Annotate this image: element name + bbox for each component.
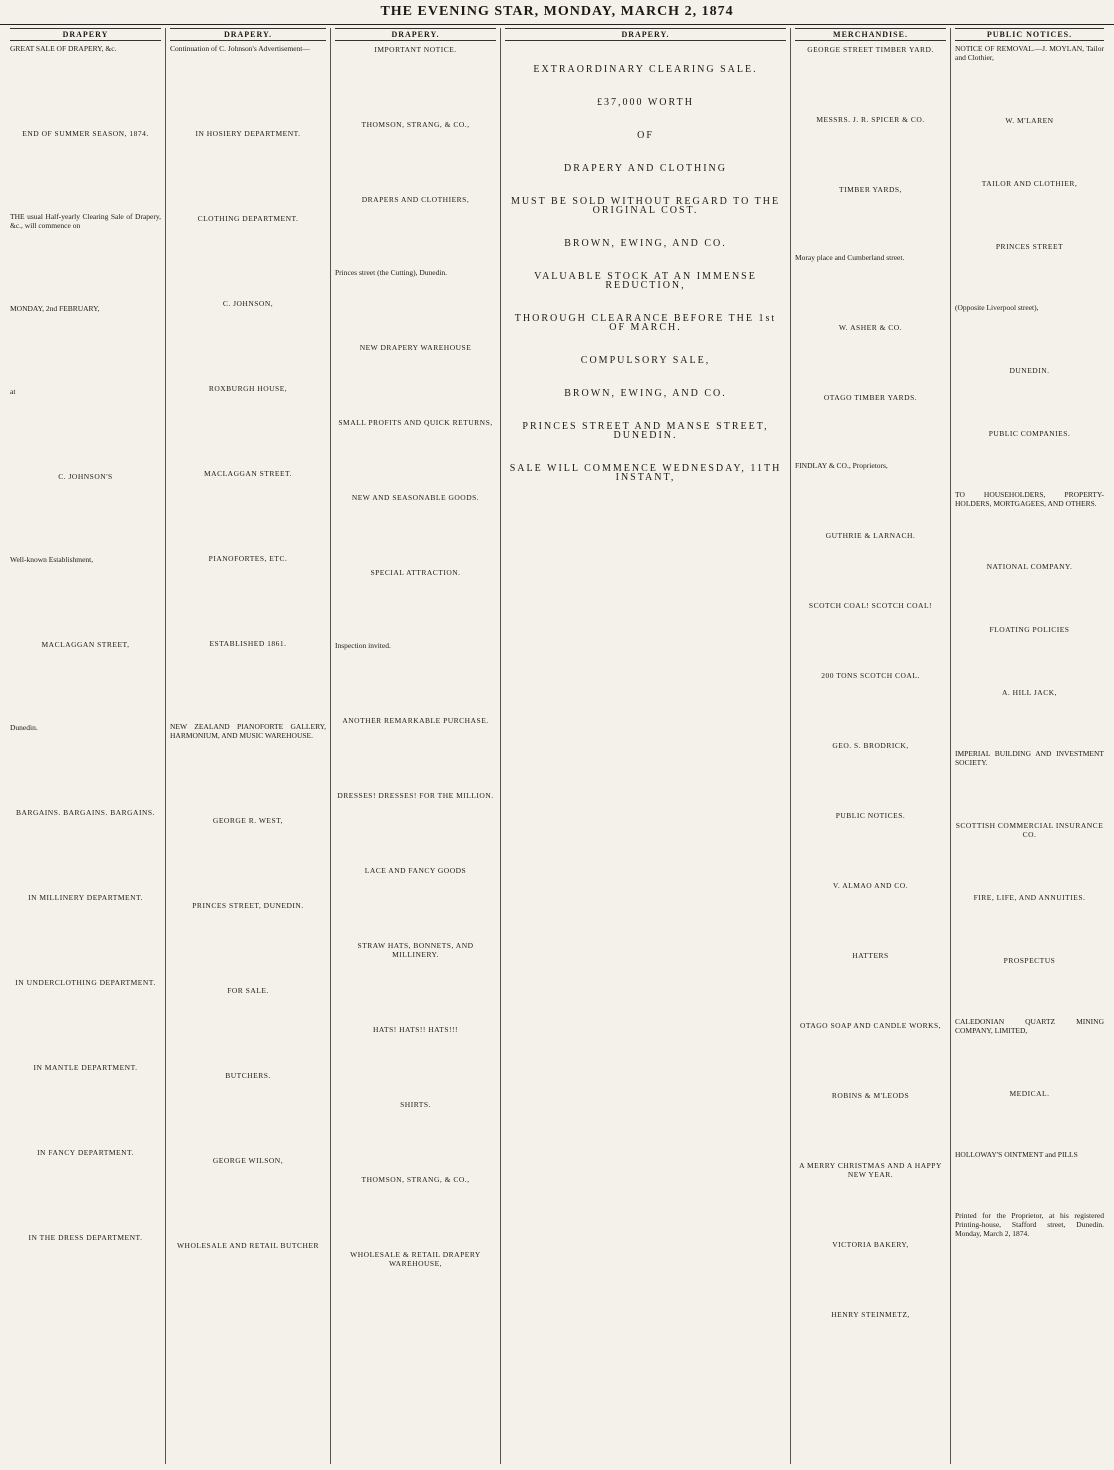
column-text: PUBLIC COMPANIES. [988, 429, 1071, 438]
column-heading: DRAPERY. [505, 28, 786, 41]
column-drapery-3 [331, 28, 501, 1464]
column-text: W. ASHER & CO. [838, 323, 903, 332]
column-heading: DRAPERY. [170, 28, 326, 41]
column-text: WHOLESALE & RETAIL DRAPERY WAREHOUSE, [350, 1250, 481, 1268]
column-text: NEW DRAPERY WAREHOUSE [359, 343, 472, 352]
column-text: FLOATING POLICIES [989, 625, 1070, 634]
column-text: OTAGO TIMBER YARDS. [823, 393, 918, 402]
column-text: COMPULSORY SALE, [580, 355, 711, 366]
column-heading: MERCHANDISE. [795, 28, 946, 41]
column-text: NEW ZEALAND PIANOFORTE GALLERY, HARMONIUM, AND MUSIC WAREHOUSE. [170, 722, 326, 740]
column-text: Well-known Establishment, [10, 555, 94, 564]
column-text: MACLAGGAN STREET. [204, 469, 292, 478]
column-text: SCOTCH COAL! SCOTCH COAL! [808, 601, 933, 610]
column-text: THE usual Half-yearly Clearing Sale of Drapery, &c., will commence on [10, 212, 161, 230]
column-text: IMPERIAL BUILDING AND INVESTMENT SOCIETY. [955, 749, 1104, 767]
column-text: THOMSON, STRANG, & CO., [361, 120, 470, 129]
column-text: PRINCES STREET, DUNEDIN. [192, 901, 304, 910]
column-text: CALEDONIAN QUARTZ MINING COMPANY, LIMITED, [955, 1017, 1104, 1035]
column-text: FIRE, LIFE, AND ANNUITIES. [973, 893, 1086, 902]
column-text: SALE WILL COMMENCE WEDNESDAY, 11TH INSTANT, [509, 463, 782, 483]
column-drapery-2 [166, 28, 331, 1464]
column-text: LACE AND FANCY GOODS [364, 866, 467, 875]
column-merchandise [791, 28, 951, 1464]
column-text: £37,000 WORTH [597, 97, 694, 108]
column-text: Inspection invited. [335, 641, 391, 650]
masthead: THE EVENING STAR, MONDAY, MARCH 2, 1874 [0, 0, 1114, 25]
column-text: BUTCHERS. [225, 1071, 271, 1080]
column-text: IN MILLINERY DEPARTMENT. [28, 893, 143, 902]
column-heading: DRAPERY [10, 28, 161, 41]
column-text: C. JOHNSON, [222, 299, 274, 308]
column-text: IN FANCY DEPARTMENT. [37, 1148, 134, 1157]
column-drapery-1 [6, 28, 166, 1464]
column-text: STRAW HATS, BONNETS, AND MILLINERY. [357, 941, 474, 959]
column-text: GUTHRIE & LARNACH. [825, 531, 916, 540]
column-text: NATIONAL COMPANY. [986, 562, 1073, 571]
column-text: MACLAGGAN STREET, [41, 640, 130, 649]
column-text: A. HILL JACK, [1002, 688, 1057, 697]
column-text: GEORGE WILSON, [212, 1156, 284, 1165]
column-text: PROSPECTUS [1003, 956, 1056, 965]
column-text: NEW AND SEASONABLE GOODS. [351, 493, 480, 502]
column-text: DRESSES! DRESSES! FOR THE MILLION. [337, 791, 494, 800]
column-drapery-wide [501, 28, 791, 1464]
column-text: TAILOR AND CLOTHIER, [981, 179, 1078, 188]
column-text: IN HOSIERY DEPARTMENT. [195, 129, 301, 138]
column-text: MONDAY, 2nd FEBRUARY, [10, 304, 100, 313]
column-text: 200 TONS SCOTCH COAL. [821, 671, 920, 680]
column-text: NOTICE OF REMOVAL.—J. MOYLAN, Tailor and Clothier, [955, 44, 1104, 62]
column-text: WHOLESALE AND RETAIL BUTCHER [176, 1241, 320, 1250]
column-text: BROWN, EWING, AND CO. [564, 388, 727, 399]
column-text: Dunedin. [10, 723, 38, 732]
column-text: IMPORTANT NOTICE. [374, 45, 457, 54]
column-text: IN MANTLE DEPARTMENT. [33, 1063, 138, 1072]
column-text: C. JOHNSON'S [58, 472, 113, 481]
column-text: V. ALMAO AND CO. [832, 881, 909, 890]
column-text: SCOTTISH COMMERCIAL INSURANCE CO. [955, 821, 1104, 839]
column-text: MEDICAL. [1009, 1089, 1050, 1098]
column-text: IN THE DRESS DEPARTMENT. [28, 1233, 143, 1242]
column-text: Continuation of C. Johnson's Advertisement— [170, 44, 310, 53]
column-text: MESSRS. J. R. SPICER & CO. [816, 115, 925, 124]
column-text: THOROUGH CLEARANCE BEFORE THE 1st OF MARCH. [514, 313, 777, 333]
column-text: OF [637, 130, 654, 141]
column-text: GREAT SALE OF DRAPERY, &c. [10, 44, 117, 53]
column-text: GEORGE R. WEST, [212, 816, 284, 825]
column-text: SPECIAL ATTRACTION. [370, 568, 461, 577]
column-text: HATTERS [852, 951, 889, 960]
column-text: ROBINS & M'LEODS [831, 1091, 910, 1100]
column-text: ROXBURGH HOUSE, [208, 384, 288, 393]
column-text: HATS! HATS!! HATS!!! [373, 1025, 458, 1034]
column-text: VALUABLE STOCK AT AN IMMENSE REDUCTION, [534, 271, 757, 291]
column-text: HOLLOWAY'S OINTMENT and PILLS [955, 1150, 1078, 1159]
column-text: FOR SALE. [227, 986, 269, 995]
column-text: DRAPERS AND CLOTHIERS, [361, 195, 470, 204]
column-text: DUNEDIN. [1009, 366, 1050, 375]
column-text: HENRY STEINMETZ, [831, 1310, 910, 1319]
column-text: GEORGE STREET TIMBER YARD. [807, 45, 934, 54]
column-text: SMALL PROFITS AND QUICK RETURNS, [338, 418, 493, 427]
column-text: FINDLAY & CO., Proprietors, [795, 461, 888, 470]
column-text: at [10, 387, 16, 396]
column-text: EXTRAORDINARY CLEARING SALE. [533, 64, 758, 75]
column-text: TIMBER YARDS, [839, 185, 902, 194]
column-text: Princes street (the Cutting), Dunedin. [335, 268, 448, 277]
column-text: (Opposite Liverpool street), [955, 303, 1039, 312]
column-text: BARGAINS. BARGAINS. BARGAINS. [16, 808, 155, 817]
column-text: PUBLIC NOTICES. [835, 811, 906, 820]
column-text: BROWN, EWING, AND CO. [564, 238, 727, 249]
column-heading: PUBLIC NOTICES. [955, 28, 1104, 41]
newspaper-columns [6, 28, 1108, 1464]
column-text: CLOTHING DEPARTMENT. [197, 214, 299, 223]
column-text: MUST BE SOLD WITHOUT REGARD TO THE ORIGINAL COST. [510, 196, 781, 216]
column-text: IN UNDERCLOTHING DEPARTMENT. [15, 978, 156, 987]
column-text: Moray place and Cumberland street. [795, 253, 905, 262]
column-text: THOMSON, STRANG, & CO., [361, 1175, 470, 1184]
column-text: ESTABLISHED 1861. [209, 639, 287, 648]
column-text: A MERRY CHRISTMAS AND A HAPPY NEW YEAR. [799, 1161, 942, 1179]
column-heading: DRAPERY. [335, 28, 496, 41]
column-text: PRINCES STREET AND MANSE STREET, DUNEDIN. [522, 421, 769, 441]
column-text: DRAPERY AND CLOTHING [564, 163, 727, 174]
column-text: GEO. S. BRODRICK, [832, 741, 909, 750]
column-public-notices [951, 28, 1108, 1464]
column-text: VICTORIA BAKERY, [832, 1240, 909, 1249]
column-text: OTAGO SOAP AND CANDLE WORKS, [799, 1021, 942, 1030]
column-text: Printed for the Proprietor, at his registered Printing-house, Stafford street, Dunedin. Monday, March 2, 1874. [955, 1211, 1104, 1238]
column-text: W. M'LAREN [1005, 116, 1054, 125]
column-text: ANOTHER REMARKABLE PURCHASE. [342, 716, 489, 725]
column-text: PIANOFORTES, ETC. [208, 554, 288, 563]
column-text: END OF SUMMER SEASON, 1874. [22, 129, 149, 138]
column-text: PRINCES STREET [995, 242, 1064, 251]
column-text: SHIRTS. [400, 1100, 431, 1109]
column-text: TO HOUSEHOLDERS, PROPERTY-HOLDERS, MORTGAGEES, AND OTHERS. [955, 490, 1104, 508]
